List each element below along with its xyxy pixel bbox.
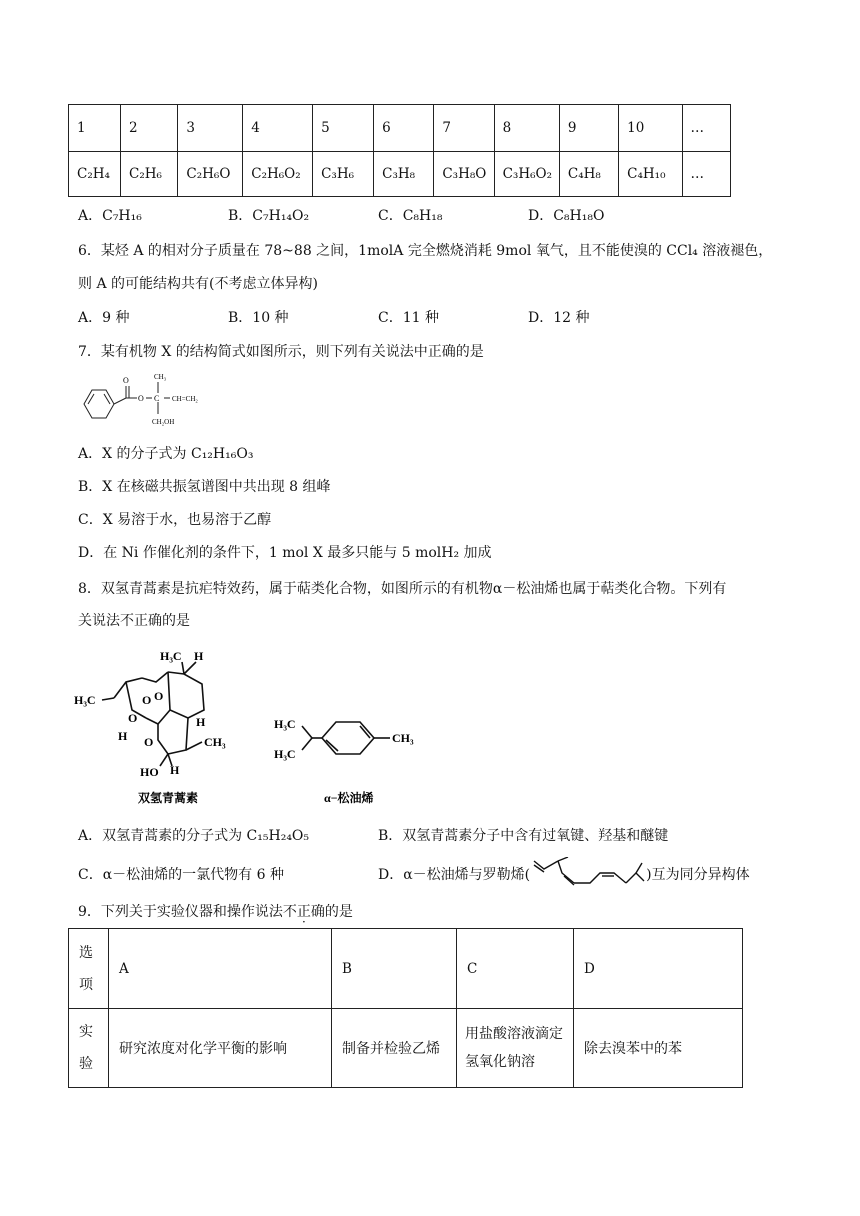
table-cell: C₃H₆O₂ — [494, 152, 559, 197]
q8-stem-line1: 8．双氢青蒿素是抗疟特效药，属于萜类化合物，如图所示的有机物α－松油烯也属于萜类化合物。下列有 — [78, 581, 727, 597]
q7-stem: 7．某有机物 X 的结构简式如图所示，则下列有关说法中正确的是 — [78, 344, 484, 360]
chem-label: CH₃ — [154, 373, 167, 381]
q9-stem-post: 的是 — [324, 904, 353, 920]
chem-label: H — [170, 763, 180, 777]
q9-stem — [78, 901, 353, 921]
table-cell: 用盐酸溶液滴定氢氧化钠溶 — [457, 1009, 574, 1088]
ocimene-structure-image — [530, 857, 646, 891]
option-a: A．C₇H₁₆ — [78, 208, 142, 224]
table-cell: C₂H₄ — [69, 152, 121, 197]
table-cell: 10 — [619, 105, 682, 152]
table-cell: C₂H₆ — [120, 152, 177, 197]
chem-label: H₃C — [274, 717, 296, 731]
chem-label: CH₃ — [392, 731, 414, 745]
table-header-cell: 选项 — [69, 929, 109, 1009]
table-row — [69, 1009, 743, 1088]
option-c: C．C₈H₁₈ — [378, 208, 443, 224]
svg-text:O: O — [138, 394, 144, 403]
q8-option-a: A．双氢青蒿素的分子式为 C₁₅H₂₄O₅ — [78, 828, 310, 844]
svg-text:O: O — [123, 376, 129, 385]
chem-label: H — [196, 715, 206, 729]
option-d: D．C₈H₁₈O — [528, 208, 605, 224]
q8-option-b: B．双氢青蒿素分子中含有过氧键、羟基和醚键 — [378, 828, 669, 844]
option-d-suffix: )互为同分异构体 — [646, 867, 750, 883]
option-b: B．10 种 — [228, 310, 289, 326]
table-cell: 6 — [374, 105, 434, 152]
table-cell: 研究浓度对化学平衡的影响 — [109, 1009, 332, 1088]
svg-text:O: O — [144, 735, 154, 749]
chem-label: H₃C — [74, 693, 96, 707]
q8-option-c: C．α－松油烯的一氯代物有 6 种 — [78, 867, 284, 883]
q7-option-c: C．X 易溶于水，也易溶于乙醇 — [78, 512, 272, 528]
option-c: C．11 种 — [378, 310, 439, 326]
experiment-table — [68, 928, 743, 1088]
table-row — [69, 152, 731, 197]
q9-stem-pre: 9．下列关于实验仪器和操作说法 — [78, 904, 283, 920]
q7-structure-image — [74, 368, 234, 430]
table-cell: 8 — [494, 105, 559, 152]
q6-stem-line2: 则 A 的可能结构共有(不考虑立体异构) — [78, 276, 318, 292]
table-cell: C₃H₈O — [434, 152, 494, 197]
chem-label: H — [118, 729, 128, 743]
table-header-cell: C — [457, 929, 574, 1009]
structure-caption: 双氢青蒿素 — [138, 791, 199, 805]
svg-text:O: O — [154, 689, 164, 703]
table-cell: 1 — [69, 105, 121, 152]
table-header-cell: A — [109, 929, 332, 1009]
table-cell: 2 — [120, 105, 177, 152]
table-cell: 3 — [178, 105, 243, 152]
q8-stem-line2: 关说法不正确的是 — [78, 613, 190, 629]
chem-label: CH=CH₂ — [172, 395, 198, 403]
table-header-cell: B — [332, 929, 457, 1009]
q8-option-d — [378, 864, 750, 884]
q7-option-d: D．在 Ni 作催化剂的条件下，1 mol X 最多只能与 5 molH₂ 加成 — [78, 545, 492, 561]
chem-label: HO — [140, 765, 159, 779]
option-a: A．9 种 — [78, 310, 130, 326]
table-cell: 7 — [434, 105, 494, 152]
emphasis-text: 不正确 — [282, 904, 325, 920]
table-row — [69, 105, 731, 152]
table-cell: … — [682, 105, 730, 152]
chem-label: CH₃ — [204, 735, 226, 749]
table-header-cell: D — [574, 929, 743, 1009]
chem-label: H₃C — [274, 747, 296, 761]
terpinene-structure-image — [272, 700, 432, 810]
chem-label: CH₂OH — [152, 418, 175, 426]
option-b: B．C₇H₁₄O₂ — [228, 208, 310, 224]
table-cell: C₂H₆O₂ — [243, 152, 313, 197]
svg-text:C: C — [154, 394, 160, 403]
table-row — [69, 929, 743, 1009]
table-cell: 制备并检验乙烯 — [332, 1009, 457, 1088]
table-cell: 除去溴苯中的苯 — [574, 1009, 743, 1088]
table-cell: 实验 — [69, 1009, 109, 1088]
q7-option-b: B．X 在核磁共振氢谱图中共出现 8 组峰 — [78, 479, 331, 495]
table-cell: … — [682, 152, 730, 197]
table-cell: C₃H₈ — [374, 152, 434, 197]
table-cell: 9 — [559, 105, 618, 152]
table-cell: C₄H₁₀ — [619, 152, 682, 197]
structure-caption: α−松油烯 — [324, 791, 374, 805]
table-cell: C₄H₈ — [559, 152, 618, 197]
chem-label: H₃C — [160, 649, 182, 663]
table-cell: C₂H₆O — [178, 152, 243, 197]
table-cell: C₃H₆ — [313, 152, 374, 197]
option-d-prefix: D．α－松油烯与罗勒烯( — [378, 867, 531, 883]
table-cell: 4 — [243, 105, 313, 152]
svg-text:O: O — [142, 693, 152, 707]
q6-stem-line1: 6．某烃 A 的相对分子质量在 78~88 之间，1molA 完全燃烧消耗 9mol 氧气，且不能使溴的 CCl₄ 溶液褪色， — [78, 243, 773, 259]
chem-label: H — [194, 649, 204, 663]
dihydroartemisinin-structure-image — [74, 640, 254, 810]
option-d: D．12 种 — [528, 310, 590, 326]
table-cell: 5 — [313, 105, 374, 152]
q7-option-a: A．X 的分子式为 C₁₂H₁₆O₃ — [78, 446, 254, 462]
svg-text:O: O — [128, 711, 138, 725]
formula-table — [68, 104, 731, 197]
